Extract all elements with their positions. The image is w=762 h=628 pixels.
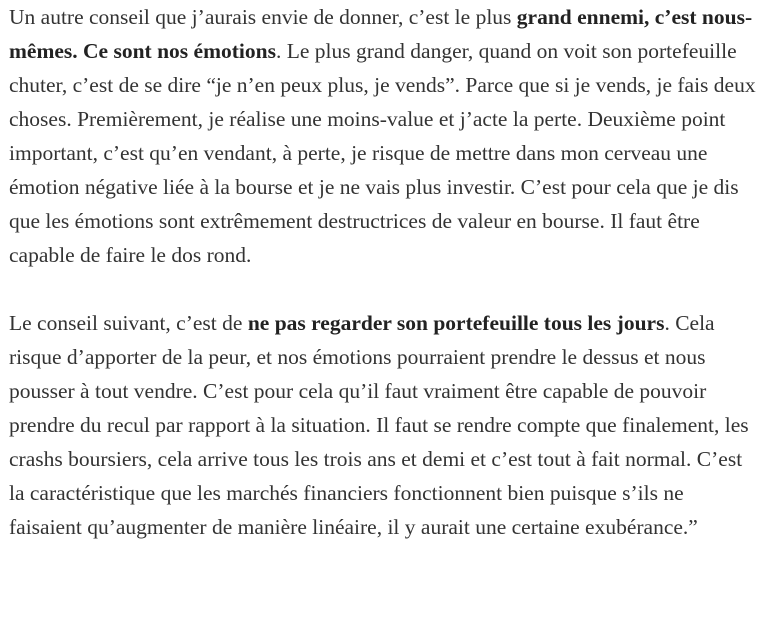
paragraph-portfolio-text-start: Le conseil suivant, c’est de: [9, 311, 248, 335]
paragraph-portfolio-text-end: . Cela risque d’apporter de la peur, et nos émotions pourraient prendre le dessus et nous pousser à tout vendre. C’est pour cela qu’il faut vraiment être capable de pouvoir prendre du recul par rapport à la situation. Il faut se rendre compte que finalement, les crashs boursiers, cela arrive tous les trois ans et demi et c’est tout à fait normal. C’est la caractéristique que les marchés financiers fonctionnent bien puisque s’ils ne faisaient qu’augmenter de manière linéaire, il y aurait une certaine exubérance.”: [9, 311, 749, 539]
paragraph-emotions-text-end: . Le plus grand danger, quand on voit son portefeuille chuter, c’est de se dire “je n’en peux plus, je vends”. Parce que si je vends, je fais deux choses. Premièrement, je réalise une moins-value et j’acte la perte. Deuxième point important, c’est qu’en vendant, à perte, je risque de mettre dans mon cerveau une émotion négative liée à la bourse et je ne vais plus investir. C’est pour cela que je dis que les émotions sont extrêmement destructrices de valeur en bourse. Il faut être capable de faire le dos rond.: [9, 39, 756, 267]
paragraph-portfolio-emphasis: ne pas regarder son portefeuille tous les jours: [247, 311, 665, 335]
paragraph-emotions: [9, 0, 759, 272]
paragraph-portfolio: [9, 306, 759, 544]
article-body: [9, 0, 759, 544]
paragraph-emotions-text-start: Un autre conseil que j’aurais envie de donner, c’est le plus: [9, 5, 517, 29]
paragraph-emotions-emphasis: grand ennemi, c’est nous-mêmes. Ce sont nos émotions: [9, 5, 753, 63]
